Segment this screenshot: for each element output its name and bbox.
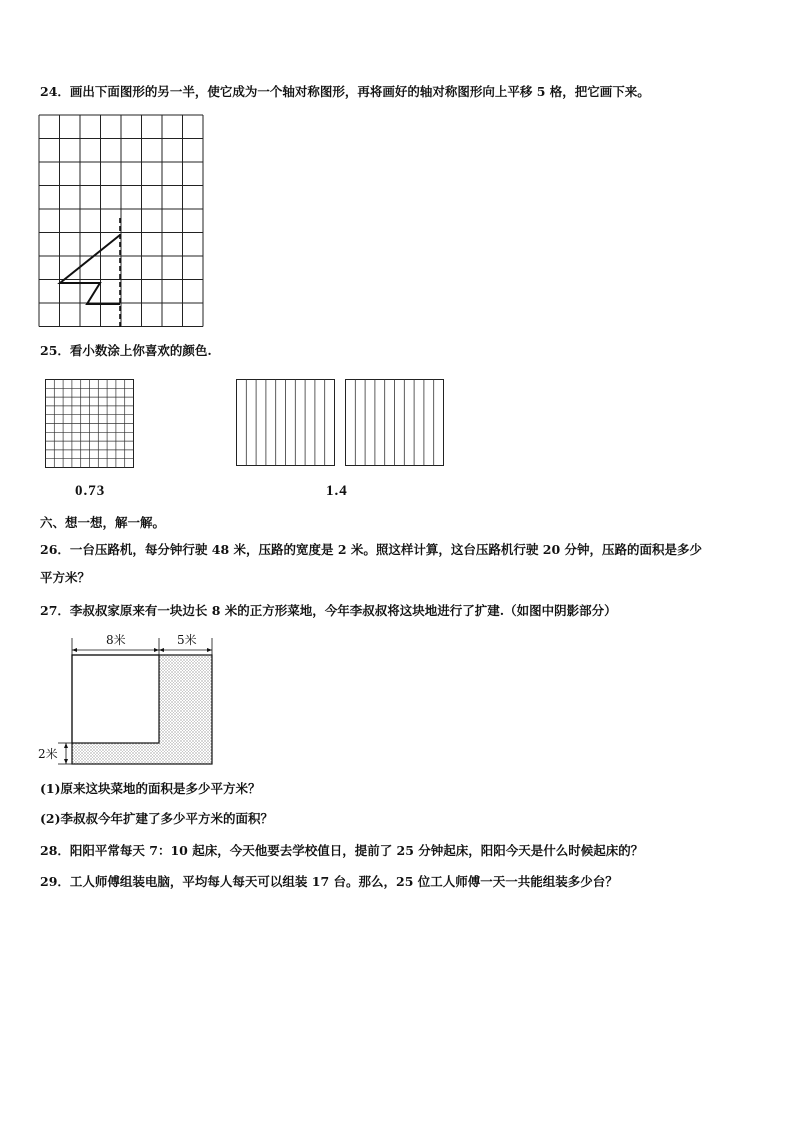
dim-8m: 8米	[106, 633, 126, 647]
q25-text: 25．看小数涂上你喜欢的颜色.	[40, 343, 212, 358]
half-figure	[60, 235, 120, 304]
garden-diagram	[36, 632, 226, 770]
q26-line2: 平方米？	[40, 570, 91, 585]
dim-2m: 2米	[38, 747, 58, 761]
q24-text: 24．画出下面图形的另一半，使它成为一个轴对称图形，再将画好的轴对称图形向上平移 5 格，把它画下来。	[40, 84, 650, 99]
q29-text: 29．工人师傅组装电脑，平均每人每天可以组装 17 台。那么，25 位工人师傅一天一共能组装多少台？	[40, 874, 618, 889]
label-1-4: 1.4	[326, 483, 348, 499]
q27-sub2: (2)李叔叔今年扩建了多少平方米的面积？	[40, 811, 274, 826]
q24-grid[interactable]	[38, 114, 208, 330]
label-0-73: 0.73	[75, 483, 106, 499]
original-square	[72, 655, 159, 743]
dim-5m: 5米	[177, 633, 197, 647]
hundred-grid[interactable]	[45, 379, 135, 469]
tenths-strip-1[interactable]	[236, 379, 336, 469]
q26-line1: 26．一台压路机，每分钟行驶 48 米，压路的宽度是 2 米。照这样计算，这台压路机行驶 20 分钟，压路的面积是多少	[40, 542, 702, 557]
tenths-strip-2[interactable]	[345, 379, 445, 469]
section-title: 六、想一想，解一解。	[40, 515, 166, 530]
q28-text: 28．阳阳平常每天 7：10 起床，今天他要去学校值日，提前了 25 分钟起床，阳阳今天是什么时候起床的？	[40, 843, 644, 858]
q27-sub1: (1)原来这块菜地的面积是多少平方米？	[40, 781, 261, 796]
q27-text: 27．李叔叔家原来有一块边长 8 米的正方形菜地，今年李叔叔将这块地进行了扩建.（如图中阴影部分）	[40, 603, 617, 618]
